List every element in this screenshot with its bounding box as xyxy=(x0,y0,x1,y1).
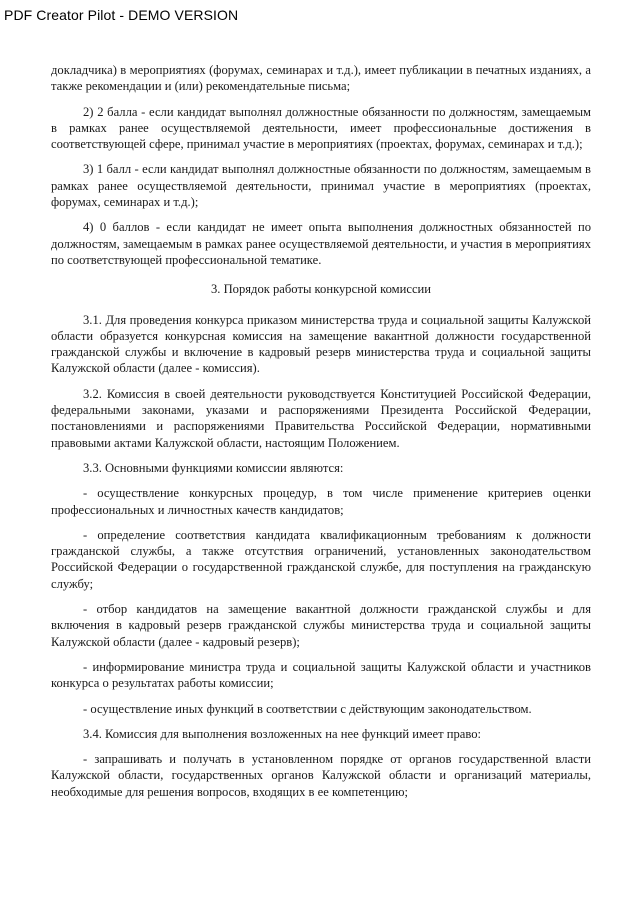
list-item: - определение соответствия кандидата квалификационным требованиям к должности гражданской службы, а также отсутствия ограничений, установленных законодательством Российской Федерации о государственной гражданской службе, для поступления на гражданскую службу; xyxy=(51,527,591,591)
paragraph: 2) 2 балла - если кандидат выполнял должностные обязанности по должностям, замещаемым в рамках ранее осуществляемой деятельности, имеет профессиональные достижения в соответствующей сфере, принимал участие в мероприятиях (проектах, форумах, семинарах и т.д.); xyxy=(51,104,591,152)
document-page xyxy=(51,62,591,809)
list-item: - информирование министра труда и социальной защиты Калужской области и участников конкурса о результатах работы комиссии; xyxy=(51,659,591,691)
paragraph: докладчика) в мероприятиях (форумах, семинарах и т.д.), имеет публикации в печатных изданиях, а также рекомендации и (или) рекомендательные письма; xyxy=(51,63,591,94)
list-item: - отбор кандидатов на замещение вакантной должности гражданской службы и для включения в кадровый резерв гражданской службы министерства труда и социальной защиты Калужской области (далее - кадровый резерв); xyxy=(51,602,591,649)
paragraph: 3.3. Основными функциями комиссии являются: xyxy=(83,460,344,475)
paragraph: 3.2. Комиссия в своей деятельности руководствуется Конституцией Российской Федерации, федеральными законами, указами и распоряжениями Президента Российской Федерации, постановлениями и распоряжениями Правительства Российской Федерации, нормативными правовыми актами Калужской области, настоящим Положением. xyxy=(51,386,591,450)
list-item: - осуществление иных функций в соответствии с действующим законодательством. xyxy=(83,701,532,716)
list-item: - осуществление конкурсных процедур, в том числе применение критериев оценки профессиональных и личностных качеств кандидатов; xyxy=(51,486,591,517)
demo-watermark: PDF Creator Pilot - DEMO VERSION xyxy=(4,7,239,23)
paragraph: 3.1. Для проведения конкурса приказом министерства труда и социальной защиты Калужской области образуется конкурсная комиссия на замещение вакантной должности государственной гражданской службы и включение в кадровый резерв министерства труда и социальной защиты Калужской области (далее - комиссия). xyxy=(51,312,591,376)
list-item: - запрашивать и получать в установленном порядке от органов государственной власти Калужской области, государственных органов Калужской области и организаций материалы, необходимые для решения вопросов, входящих в ее компетенцию; xyxy=(51,752,591,799)
paragraph: 3.4. Комиссия для выполнения возложенных на нее функций имеет право: xyxy=(83,726,482,741)
paragraph: 3) 1 балл - если кандидат выполнял должностные обязанности по должностям, замещаемым в рамках ранее осуществляемой деятельности, принимал участие в мероприятиях (проектах, форумах, семинарах и т.д.); xyxy=(51,162,591,210)
section-heading: 3. Порядок работы конкурсной комиссии xyxy=(210,282,432,297)
paragraph: 4) 0 баллов - если кандидат не имеет опыта выполнения должностных обязанностей по должностям, замещаемым в рамках ранее осуществляемой деятельности, и участия в мероприятиях по соответствующей профессиональной тематике. xyxy=(51,220,591,267)
